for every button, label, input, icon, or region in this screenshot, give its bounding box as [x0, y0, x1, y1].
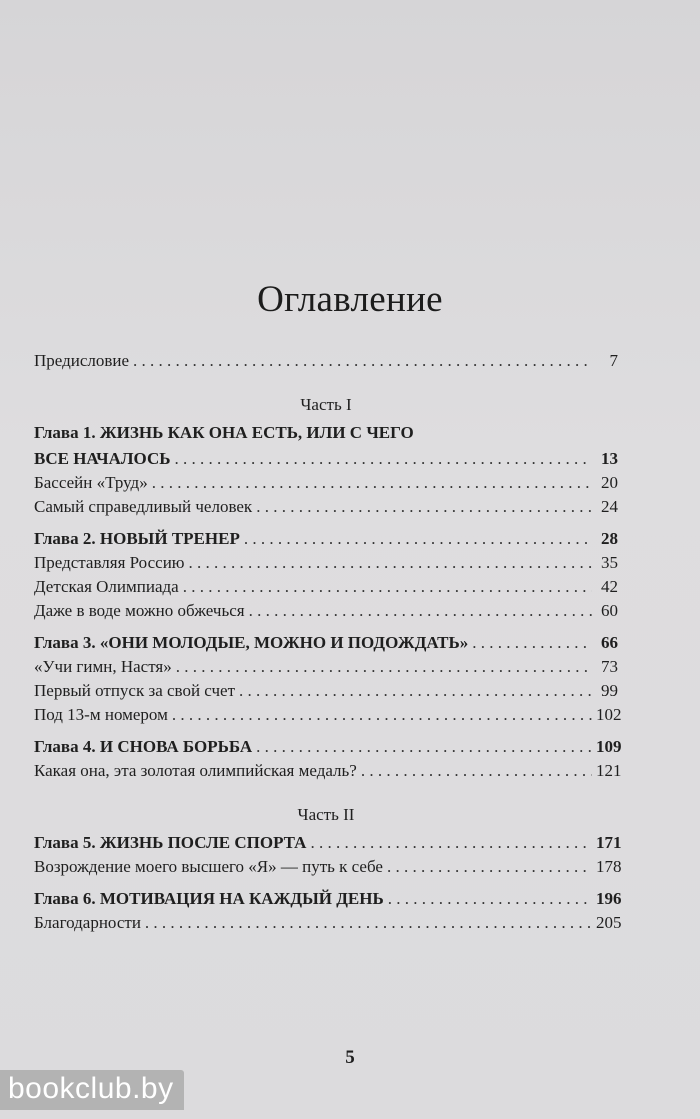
toc-entry-label: Глава 3. «ОНИ МОЛОДЫЕ, МОЖНО И ПОДОЖДАТЬ»: [34, 633, 469, 652]
leader-dots: [172, 706, 592, 723]
toc-entry-label: Глава 5. ЖИЗНЬ ПОСЛЕ СПОРТА: [34, 833, 307, 852]
toc-entry-label: Детская Олимпиада: [34, 577, 179, 596]
toc-page-number: 171: [596, 833, 622, 852]
toc-section: [34, 498, 618, 522]
toc-entry-label: Под 13-м номером: [34, 705, 168, 724]
leader-dots: [310, 834, 592, 851]
toc-entry-label: Глава 2. НОВЫЙ ТРЕНЕР: [34, 529, 240, 548]
toc-page-number: 66: [601, 633, 618, 652]
toc-page-number: 24: [601, 497, 618, 516]
leader-dots: [249, 602, 592, 619]
leader-dots: [183, 578, 592, 595]
toc-section: [34, 658, 618, 682]
leader-dots: [133, 352, 592, 369]
toc-section: [34, 578, 618, 602]
toc-section: [34, 474, 618, 498]
toc-entry-label: Глава 4. И СНОВА БОРЬБА: [34, 737, 253, 756]
leader-dots: [472, 634, 592, 651]
toc-page-number: 42: [601, 577, 618, 596]
toc-page-number: 73: [601, 657, 618, 676]
toc-section: [34, 554, 618, 578]
toc-entry-label: «Учи гимн, Настя»: [34, 657, 172, 676]
toc-entry-label: Представляя Россию: [34, 553, 185, 572]
toc-page-number: 102: [596, 705, 622, 724]
toc-page-number: 196: [596, 889, 622, 908]
page-number: 5: [345, 1047, 355, 1068]
toc-section: [34, 682, 618, 706]
part-heading: Часть I: [300, 395, 352, 414]
toc-entry-label: Предисловие: [34, 351, 130, 370]
toc-chapter-6: [34, 889, 622, 914]
toc-section: [34, 913, 622, 938]
toc-entry-label: ВСЕ НАЧАЛОСЬ: [34, 449, 171, 468]
page-title: Оглавление: [257, 279, 443, 320]
leader-dots: [145, 914, 592, 931]
leader-dots: [388, 890, 592, 907]
toc-entry-label: Даже в воде можно обжечься: [34, 601, 245, 620]
toc-section: [34, 602, 618, 626]
toc-entry-label: Бассейн «Труд»: [34, 473, 148, 492]
toc-entry-label: Глава 6. МОТИВАЦИЯ НА КАЖДЫЙ ДЕНЬ: [34, 889, 384, 908]
toc-page-number: 35: [601, 553, 618, 572]
toc-chapter-2: [34, 530, 618, 554]
toc-preface: [34, 352, 618, 376]
leader-dots: [361, 762, 592, 779]
toc-page-number: 20: [601, 473, 618, 492]
toc-entry-label: Возрождение моего высшего «Я» — путь к себе: [34, 857, 383, 876]
toc-entry-label: Какая она, эта золотая олимпийская медаль?: [34, 761, 357, 780]
toc-section: [34, 761, 622, 786]
toc-page-number: 205: [596, 913, 622, 932]
bleed-through-text: [240, 205, 250, 243]
leader-dots: [244, 530, 592, 547]
leader-dots: [387, 858, 592, 875]
toc-chapter-5: [34, 833, 622, 858]
leader-dots: [256, 738, 592, 755]
leader-dots: [256, 498, 592, 515]
watermark: bookclub.by: [0, 1070, 184, 1110]
toc-chapter-3: [34, 634, 618, 658]
toc-page-number: 60: [601, 601, 618, 620]
leader-dots: [152, 474, 592, 491]
toc-page-number: 121: [596, 761, 622, 780]
toc-page-number: 28: [601, 529, 618, 548]
leader-dots: [175, 450, 593, 467]
toc-chapter-4: [34, 737, 622, 762]
toc-page-number: 178: [596, 857, 622, 876]
leader-dots: [239, 682, 592, 699]
part-heading: Часть II: [297, 805, 355, 824]
toc-chapter-1: [34, 450, 618, 474]
leader-dots: [176, 658, 592, 675]
toc-page-number: 13: [601, 449, 618, 468]
toc-chapter-1-line1: Глава 1. ЖИЗНЬ КАК ОНА ЕСТЬ, ИЛИ С ЧЕГО: [34, 423, 414, 442]
table-of-contents: [34, 351, 622, 938]
toc-entry-label: Благодарности: [34, 913, 141, 932]
toc-section: [34, 857, 622, 882]
toc-page-number: 7: [609, 351, 618, 370]
toc-section: [34, 705, 622, 730]
toc-page-number: 109: [596, 737, 622, 756]
toc-entry-label: Первый отпуск за свой счет: [34, 681, 236, 700]
toc-entry-label: Самый справедливый человек: [34, 497, 253, 516]
leader-dots: [189, 554, 593, 571]
toc-page-number: 99: [601, 681, 618, 700]
